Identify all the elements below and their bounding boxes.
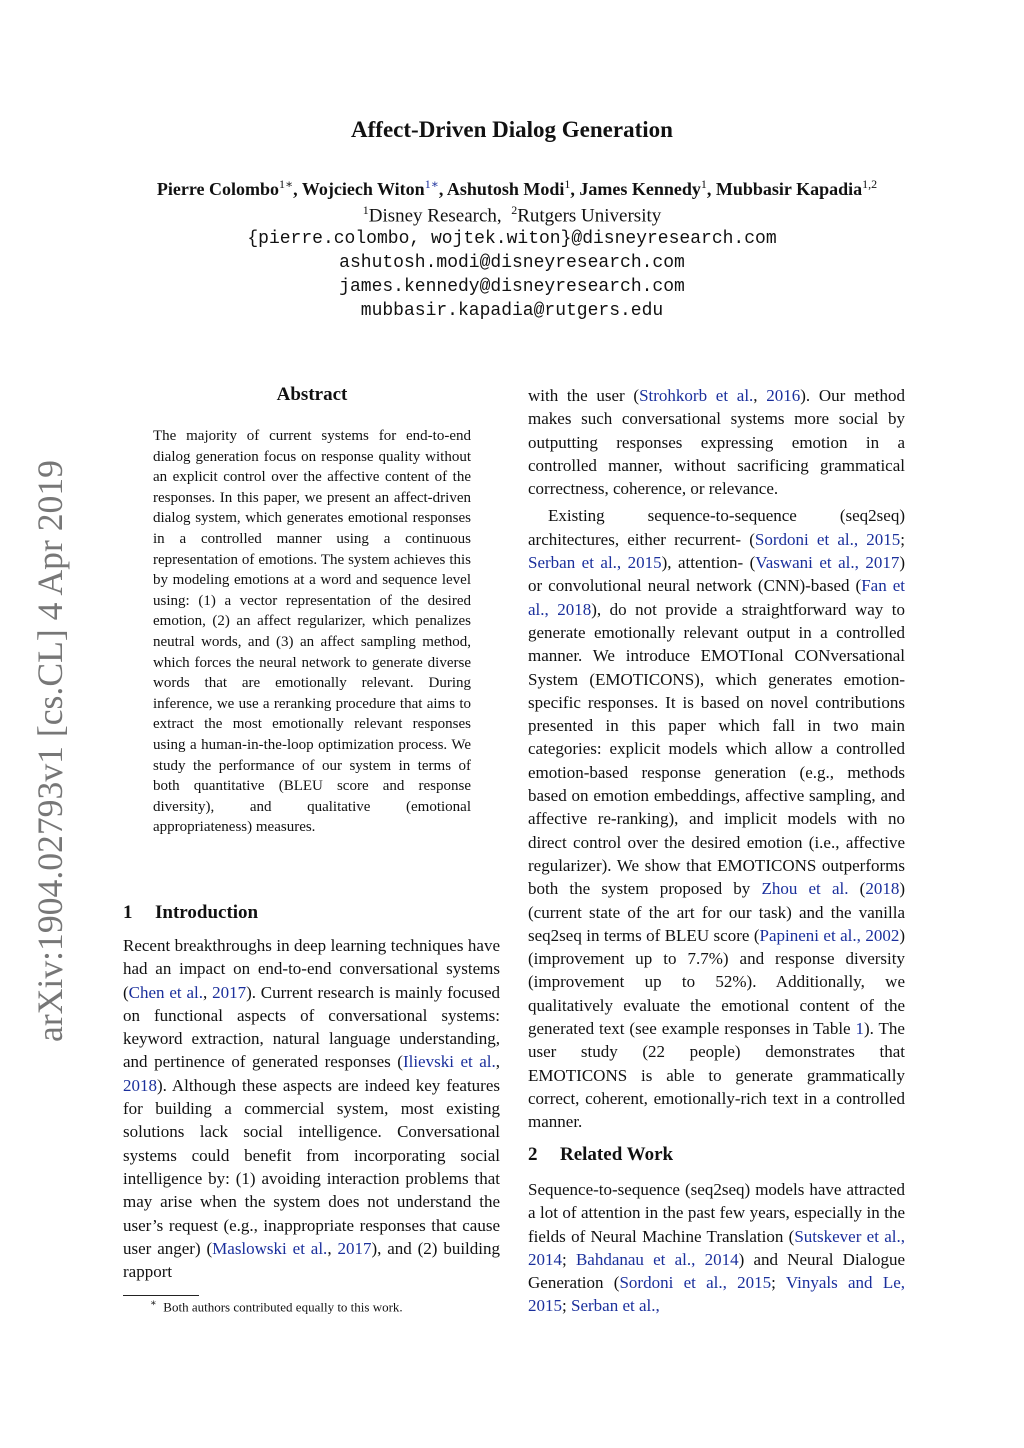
body-text: , [753, 386, 767, 405]
arxiv-identifier-text: arXiv:1904.02793v1 [cs.CL] 4 Apr 2019 [30, 458, 70, 1042]
citation-link[interactable]: 2016 [766, 386, 801, 405]
body-text: ; [900, 529, 905, 549]
author-affiliation-mark: 1 [564, 177, 571, 191]
body-text: ; [562, 1296, 571, 1316]
introduction-paragraph [528, 504, 905, 1133]
introduction-paragraph [528, 384, 905, 500]
author-affiliation-mark: 1∗ [279, 177, 294, 191]
author-affiliation-mark: 1,2 [862, 177, 878, 191]
citation-link[interactable]: Maslowski et al. [212, 1238, 328, 1258]
body-text: ( [848, 879, 866, 899]
arxiv-identifier [26, 458, 72, 1042]
author-name: James Kennedy [579, 179, 701, 199]
author-affiliation-mark: 1∗ [424, 177, 439, 191]
author-email: mubbasir.kapadia@rutgers.edu [360, 301, 664, 321]
affiliation-mark: 2 [511, 203, 518, 217]
citation-link[interactable]: Vinyals and Le, 2015 [528, 1273, 906, 1316]
table-reference-link[interactable]: 1 [855, 1019, 865, 1039]
affiliation-name: Disney Research, [368, 205, 502, 227]
citation-link[interactable]: 2018 [865, 879, 900, 899]
body-text: ), and (2) building rapport [123, 1238, 501, 1282]
footnote-text: Both authors contributed equally to this work. [163, 1299, 403, 1315]
body-text: Existing sequence-to-sequence (seq2seq) architectures, either recurrent- ( [528, 506, 905, 549]
author-email: {pierre.colombo, wojtek.witon}@disneyresearch.com [247, 229, 777, 249]
body-text: Recent breakthroughs in deep learning techniques have had an impact on end-to-end conversational systems ( [123, 936, 500, 1002]
introduction-paragraph [123, 934, 500, 1283]
citation-link[interactable]: Serban et al., [570, 1296, 660, 1316]
citation-link[interactable]: Fan et al., 2018 [528, 576, 905, 619]
paper-title: Affect-Driven Dialog Generation [351, 117, 673, 142]
section-heading-related-work [528, 1144, 673, 1166]
author-name: Pierre Colombo [156, 179, 279, 199]
abstract-heading: Abstract [276, 384, 348, 405]
introduction-left-column [123, 934, 500, 1283]
citation-link[interactable]: Chen et al. [128, 982, 203, 1002]
body-text: ) (improvement up to 7.7%) and response diversity (improvement up to 52%). Additionally, we qualitatively evaluate the emotional content of the generated text (see example responses in Table [528, 925, 906, 1039]
author-list: Pierre Colombo$^{1∗}$, Wojciech Witon$^{1∗}$, Ashutosh Modi$^1$, James Kennedy$^1$, Mubbasir Kapadia$^{1,2}$ [156, 177, 878, 199]
section-heading-introduction [123, 902, 258, 924]
abstract-text: The majority of current systems for end-to-end dialog generation focus on response quality without an explicit control over the affective content of the responses. In this paper, we present an affect-driven dialog system, which generates emotional responses in a controlled manner using a continuous representation of emotions. The system achieves this by modeling emotions at a word and sequence level using: (1) a vector representation of the desired emotion, (2) an affect regularizer, which penalizes neutral words, and (3) an affect sampling method, which forces the neural network to generate diverse words that are emotionally relevant. During inference, we use a reranking procedure that aims to extract the most emotionally relevant responses using a human-in-the-loop optimization process. We study the performance of our system in terms of both quantitative (BLEU score and response diversity), and qualitative (emotional appropriateness) measures. [153, 428, 471, 836]
related-work-paragraph [528, 1178, 905, 1318]
footnote-rule [123, 1295, 199, 1296]
citation-link[interactable]: Bahdanau et al., 2014 [575, 1249, 739, 1269]
body-text: ). Although these aspects are indeed key features for building a commercial system, most existing solutions lack social intelligence. Conversational systems could benefit from incorporating social intelligence by: (1) avoiding interaction problems that may arise when the system does not understand the user’s request (e.g., inappropriate responses that cause user anger) ( [123, 1075, 500, 1258]
body-text: ). Our method makes such conversational systems more social by outputting responses expressing emotion in a controlled manner, without sacrificing grammatical correctness, coherence, or relevance. [528, 386, 905, 499]
citation-link[interactable]: Ilievski et al. [402, 1052, 496, 1072]
citation-link[interactable]: Strohkorb et al. [639, 386, 754, 405]
affiliation-mark: 1 [362, 203, 369, 217]
footnote-marker: ∗ [150, 1298, 157, 1309]
citation-link[interactable]: Sordoni et al., 2015 [619, 1273, 772, 1293]
section-title: Related Work [560, 1144, 674, 1165]
author-email: ashutosh.modi@disneyresearch.com [339, 253, 685, 273]
affiliation-name: Rutgers University [517, 205, 662, 227]
introduction-right-column [528, 384, 905, 1134]
citation-link[interactable]: Vaswani et al., 2017 [755, 553, 900, 573]
author-name: Wojciech Witon [301, 179, 425, 199]
body-text: ), do not provide a straightforward way to generate emotionally relevant output in a controlled manner. We introduce EMOTIonal CONversational System (EMOTICONS), which generates emotion-specific responses. It is based on novel contributions presented in this paper which fall in two main categories: explicit models which allow a controlled emotion-based response generation (e.g., methods based on emotion embeddings, affective sampling, and affective re-ranking), and implicit models with no direct control over the desired emotion (i.e., affective regularizer). We show that EMOTICONS outperforms both the system proposed by [528, 599, 905, 899]
body-text: , [495, 1052, 501, 1072]
body-text: , [327, 1238, 338, 1258]
author-email: james.kennedy@disneyresearch.com [339, 277, 685, 297]
section-number: 1 [123, 902, 133, 923]
body-text: ) and Neural Dialogue Generation ( [528, 1249, 905, 1293]
citation-link[interactable]: 2017 [212, 982, 247, 1002]
affiliations [0, 203, 1024, 227]
body-text: ; [771, 1273, 786, 1293]
author-name: Mubbasir Kapadia [715, 179, 863, 199]
body-text: ), attention- ( [661, 553, 756, 573]
body-text: Sequence-to-sequence (seq2seq) models have attracted a lot of attention in the past few years, especially in the fields of Neural Machine Translation ( [528, 1180, 905, 1246]
body-text: ) (current state of the art for our task) and the vanilla seq2seq in terms of BLEU score ( [528, 879, 905, 945]
author-name: Ashutosh Modi [446, 179, 565, 199]
body-text: ). Current research is mainly focused on functional aspects of conversational systems: keyword extraction, natural language understanding, and pertinence of generated responses ( [123, 982, 501, 1072]
citation-link[interactable]: Papineni et al., 2002 [759, 925, 900, 945]
body-text: ; [562, 1249, 576, 1269]
citation-link[interactable]: 2017 [337, 1238, 372, 1258]
related-work-column [528, 1178, 905, 1318]
body-text: ) or convolutional neural network (CNN)-based ( [528, 553, 905, 596]
author-affiliation-mark: 1 [700, 177, 707, 191]
citation-link[interactable]: Sutskever et al., 2014 [528, 1226, 905, 1269]
body-text: , [202, 982, 213, 1002]
section-title: Introduction [155, 902, 259, 923]
citation-link[interactable]: Serban et al., 2015 [528, 553, 662, 573]
body-text: ). The user study (22 people) demonstrates that EMOTICONS is able to generate grammatically correct, coherent, emotionally-rich text in a controlled manner. [528, 1019, 905, 1132]
section-number: 2 [528, 1144, 538, 1165]
citation-link[interactable]: 2018 [123, 1075, 157, 1095]
body-text: with the user ( [528, 386, 640, 405]
citation-link[interactable]: Zhou et al. [761, 879, 849, 899]
citation-link[interactable]: Sordoni et al., 2015 [754, 529, 901, 549]
footnote [150, 1298, 403, 1315]
